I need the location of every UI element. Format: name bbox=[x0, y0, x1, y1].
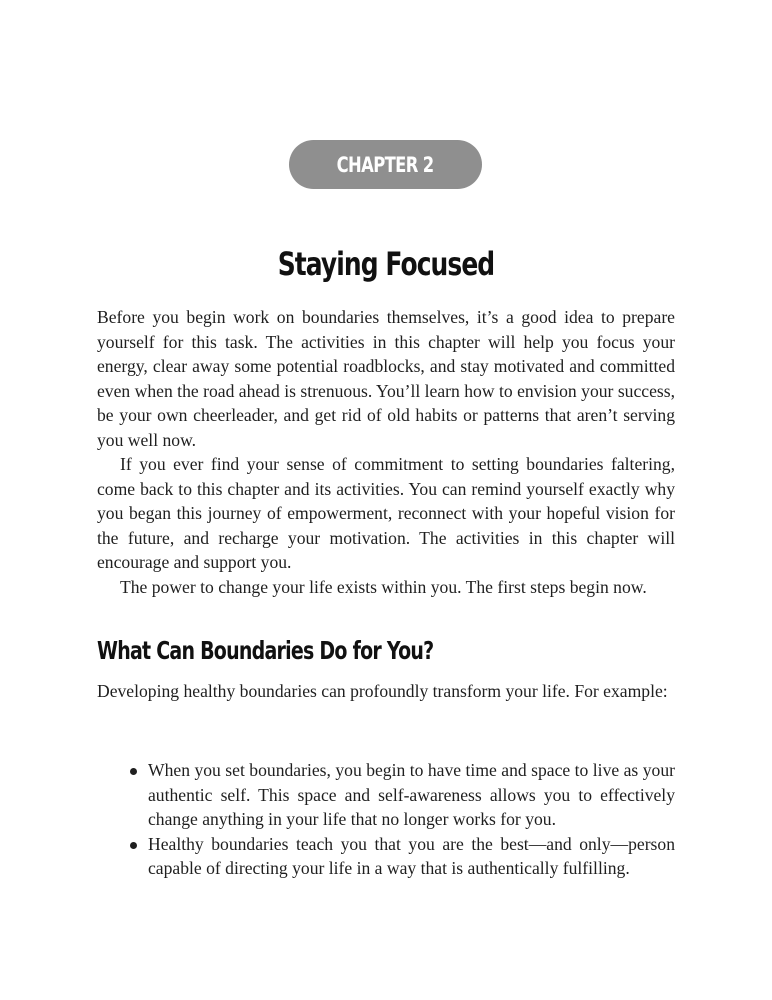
list-item-text: When you set boundaries, you begin to have time and space to live as your authentic self. This space and self-awareness allows you to effectively change anything in your life that no longer works for you. bbox=[148, 760, 675, 829]
intro-paragraph-2: If you ever find your sense of commitment to setting boundaries faltering, come back to this chapter and its activities. You can remind yourself exactly why you began this journey of empowerment, reconnect with your hopeful vision for the future, and recharge your motivation. The activities in this chapter will encourage and support you. bbox=[97, 454, 675, 572]
section-intro-paragraph: Developing healthy boundaries can profoundly transform your life. For example: bbox=[97, 681, 668, 701]
bullet-icon bbox=[130, 768, 137, 775]
list-item-text: Healthy boundaries teach you that you are the best—and only—person capable of directing your life in a way that is authentically fulfilling. bbox=[148, 833, 675, 878]
section-heading: What Can Boundaries Do for You? bbox=[97, 636, 434, 665]
chapter-label: CHAPTER 2 bbox=[337, 152, 434, 177]
chapter-title: Staying Focused bbox=[277, 245, 495, 284]
list-item bbox=[97, 832, 675, 881]
intro-paragraph-3: The power to change your life exists within you. The first steps begin now. bbox=[120, 577, 647, 597]
intro-paragraph-1: Before you begin work on boundaries themselves, it’s a good idea to prepare yourself for this task. The activities in this chapter will help you focus your energy, clear away some potential roadblocks, and stay motivated and committed even when the road ahead is strenuous. You’ll learn how to envision your success, be your own cheerleader, and get rid of old habits or patterns that aren’t serving you well now. bbox=[97, 307, 675, 450]
list-item bbox=[97, 758, 675, 832]
bullet-icon bbox=[130, 842, 137, 849]
bullet-list bbox=[97, 758, 675, 881]
chapter-badge bbox=[289, 140, 482, 189]
